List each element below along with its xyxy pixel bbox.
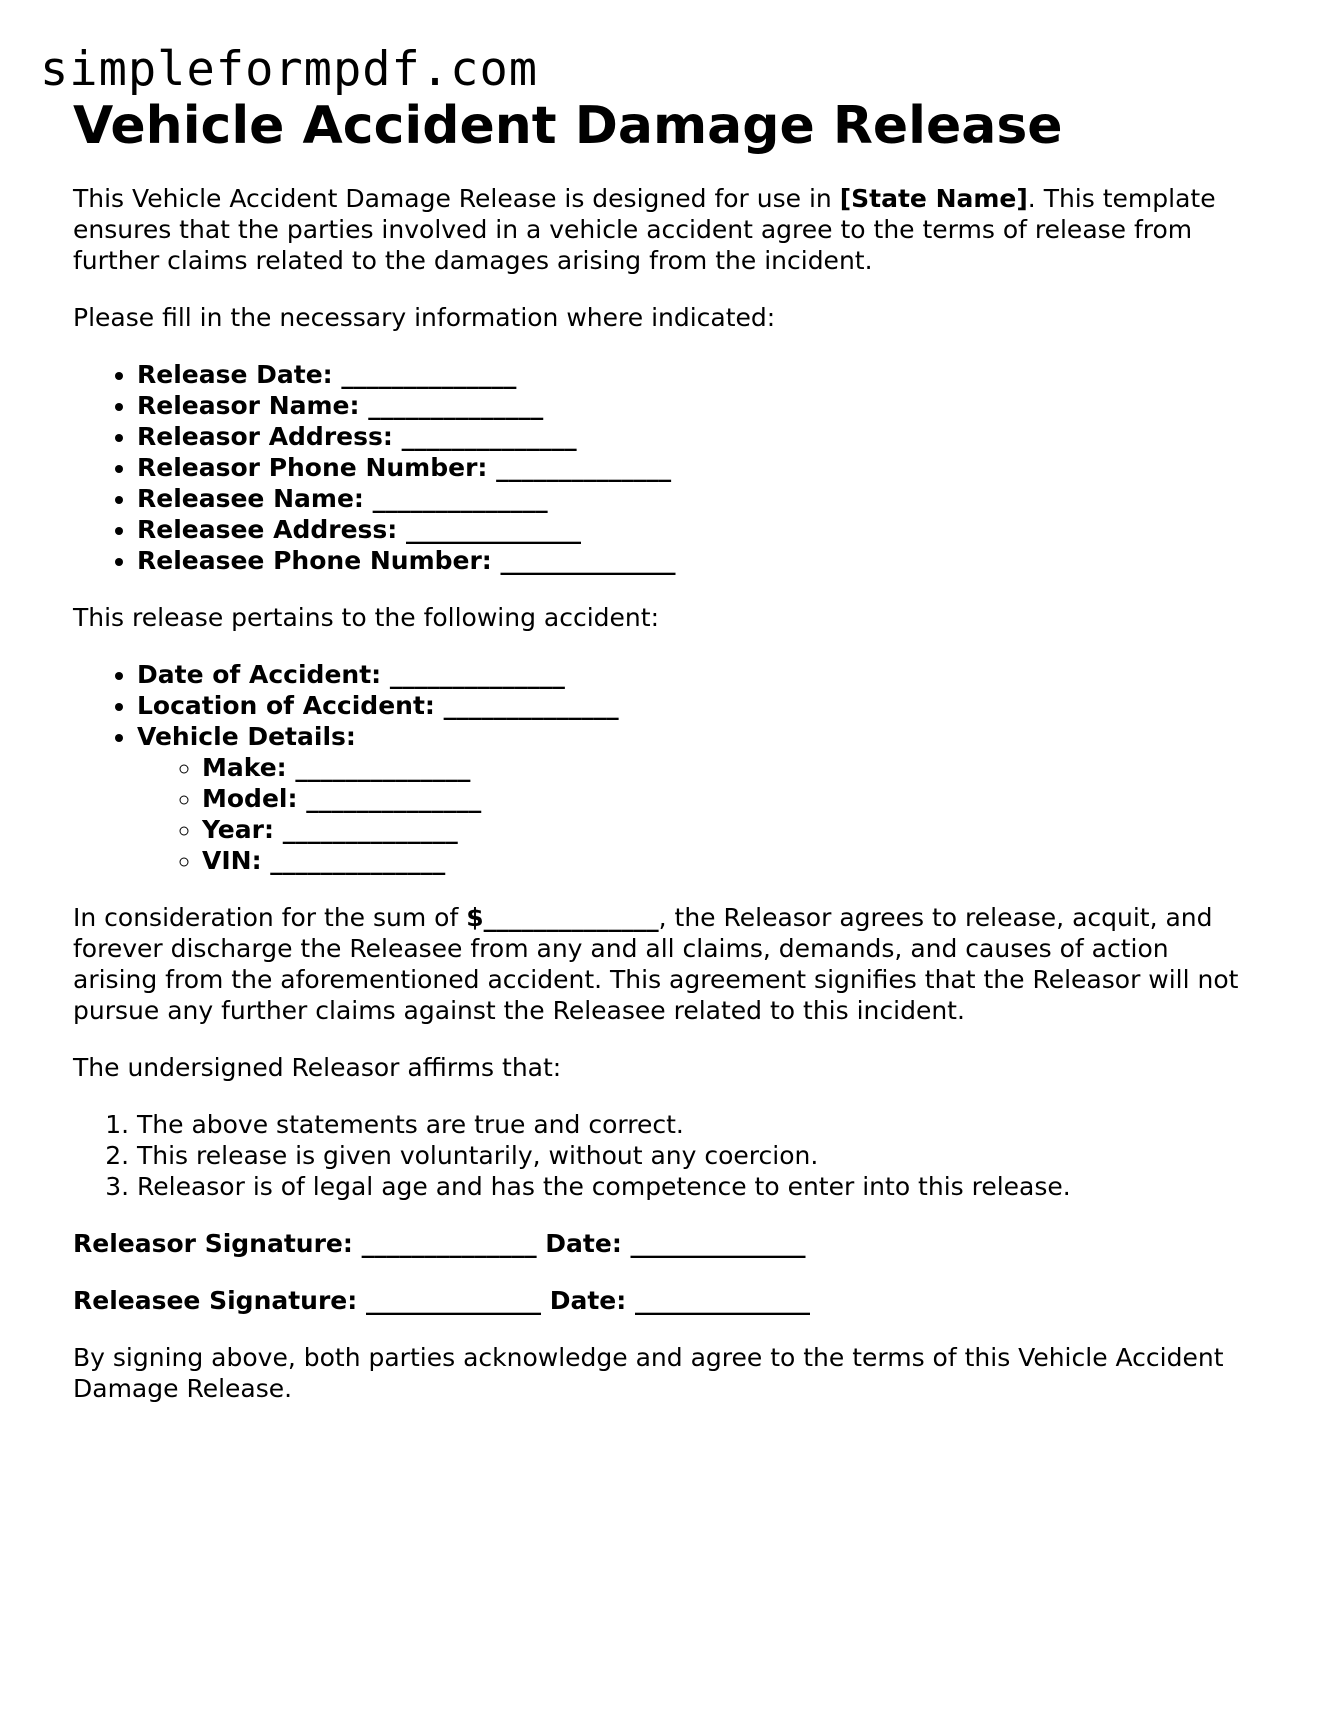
accident-fields-list <box>73 659 1253 876</box>
list-item: 3. Releasor is of legal age and has the competence to enter into this release. <box>137 1171 1253 1202</box>
watermark: simpleformpdf.com <box>40 42 539 97</box>
date-blank[interactable]: ______________ <box>634 1286 810 1315</box>
state-name-placeholder: [State Name] <box>839 184 1028 213</box>
date-label: Date: <box>549 1286 627 1315</box>
list-item <box>137 659 1253 690</box>
consideration-amount-blank[interactable]: $______________ <box>466 903 659 932</box>
field-blank[interactable]: ______________ <box>341 360 517 389</box>
field-blank[interactable]: ______________ <box>389 660 565 689</box>
field-blank[interactable]: ______________ <box>406 515 581 544</box>
field-label: Release Date: <box>137 360 333 389</box>
field-label: Releasee Phone Number: <box>137 546 492 575</box>
field-blank[interactable]: ______________ <box>500 546 676 575</box>
intro-paragraph <box>73 183 1223 276</box>
list-item <box>137 390 1253 421</box>
affirm-intro-text: The undersigned Releasor affirms that: <box>73 1053 562 1082</box>
affirmations-list <box>73 1109 1253 1202</box>
list-item: 2. This release is given voluntarily, without any coercion. <box>137 1140 1253 1171</box>
page-title: Vehicle Accident Damage Release <box>73 96 1063 156</box>
list-item <box>137 452 1253 483</box>
list-item <box>137 359 1253 390</box>
list-item <box>137 421 1253 452</box>
field-blank[interactable]: ______________ <box>306 784 482 813</box>
field-blank[interactable]: ______________ <box>443 691 619 720</box>
date-blank[interactable]: ______________ <box>630 1229 806 1258</box>
signature-blank[interactable]: ______________ <box>365 1286 541 1315</box>
field-label: Releasor Phone Number: <box>137 453 488 482</box>
field-blank[interactable]: ______________ <box>282 815 458 844</box>
list-item <box>137 690 1253 721</box>
consideration-text-before: In consideration for the sum of <box>73 903 467 932</box>
field-label: Releasor Name: <box>137 391 360 420</box>
field-blank[interactable]: ______________ <box>496 453 672 482</box>
field-blank[interactable]: ______________ <box>368 391 544 420</box>
date-label: Date: <box>545 1229 622 1258</box>
vehicle-details-label: Vehicle Details: <box>137 722 356 751</box>
field-blank[interactable]: ______________ <box>401 422 577 451</box>
list-item <box>137 483 1253 514</box>
releasee-signature-line <box>73 1285 1253 1316</box>
document-body <box>73 94 1253 1404</box>
field-label: Releasor Address: <box>137 422 393 451</box>
list-item <box>137 545 1253 576</box>
list-item <box>137 721 1253 876</box>
intro-text-before: This Vehicle Accident Damage Release is designed for use in <box>73 184 840 213</box>
list-item: 1. The above statements are true and correct. <box>137 1109 1253 1140</box>
field-blank[interactable]: ______________ <box>372 484 548 513</box>
field-label: VIN: <box>202 846 262 875</box>
releasor-signature-line <box>73 1228 1253 1259</box>
instructions-text: Please fill in the necessary information where indicated: <box>73 303 776 332</box>
field-label: Year: <box>202 815 274 844</box>
signature-blank[interactable]: ______________ <box>361 1229 537 1258</box>
field-label: Make: <box>202 753 287 782</box>
list-item <box>202 783 1253 814</box>
accident-intro-text: This release pertains to the following accident: <box>73 603 659 632</box>
vehicle-fields-list <box>137 752 1253 876</box>
list-item <box>202 845 1253 876</box>
field-blank[interactable]: ______________ <box>270 846 446 875</box>
list-item <box>137 514 1253 545</box>
list-item <box>202 814 1253 845</box>
field-label: Releasee Name: <box>137 484 364 513</box>
field-label: Model: <box>202 784 298 813</box>
intro-text-after: . This template ensures that the parties involved in a vehicle accident agree to the terms of release from further claims related to the damages arising from the incident. <box>73 184 1216 275</box>
signature-label: Releasee Signature: <box>73 1286 358 1315</box>
field-label: Releasee Address: <box>137 515 398 544</box>
party-fields-list <box>73 359 1253 576</box>
consideration-text-after: , the Releasor agrees to release, acquit, and forever discharge the Releasee from any and all claims, demands, and causes of action arising from the aforementioned accident. This agreement signifies that the Releasor will not pursue any further claims against the Releasee related to this incident. <box>73 903 1239 1025</box>
consideration-paragraph <box>73 902 1253 1026</box>
field-label: Date of Accident: <box>137 660 382 689</box>
signature-label: Releasor Signature: <box>73 1229 353 1258</box>
field-label: Location of Accident: <box>137 691 435 720</box>
list-item <box>202 752 1253 783</box>
field-blank[interactable]: ______________ <box>295 753 471 782</box>
closing-paragraph: By signing above, both parties acknowledge and agree to the terms of this Vehicle Accident Damage Release. <box>73 1343 1224 1403</box>
